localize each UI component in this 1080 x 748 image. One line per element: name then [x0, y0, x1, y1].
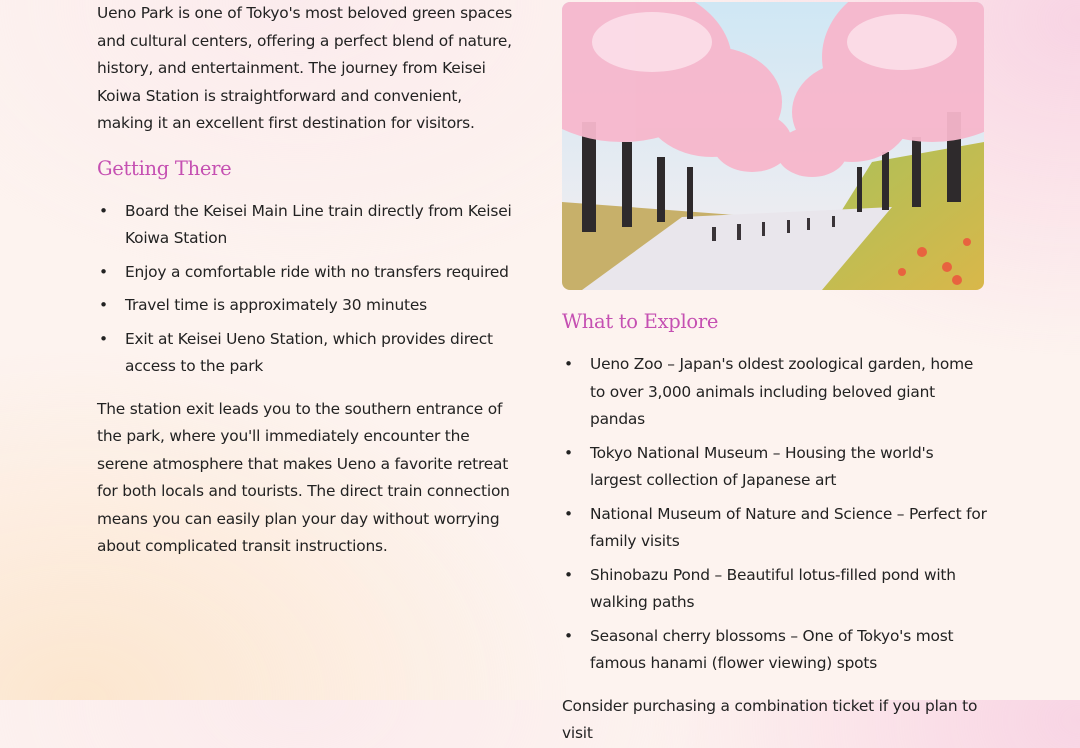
list-item: • Shinobazu Pond – Beautiful lotus-filled pond with walking paths: [562, 562, 987, 617]
left-column: [97, 0, 522, 561]
list-item: • Seasonal cherry blossoms – One of Tokyo's most famous hanami (flower viewing) spots: [562, 623, 987, 678]
closing-paragraph: Consider purchasing a combination ticket if you plan to visit: [562, 696, 978, 742]
cherry-blossom-path-photo: [562, 2, 984, 290]
what-to-explore-heading: What to Explore: [562, 310, 719, 333]
explore-list: [562, 351, 987, 678]
intro-paragraph: Ueno Park is one of Tokyo's most beloved green spaces and cultural centers, offering a perfect blend of nature, history, and entertainment. The journey from Keisei Koiwa Station is straightforward and convenient, making it an excellent first destination for visitors.: [97, 4, 513, 132]
list-item: • Board the Keisei Main Line train directly from Keisei Koiwa Station: [97, 198, 522, 253]
getting-there-list: [97, 198, 522, 381]
getting-there-heading: Getting There: [97, 156, 232, 180]
list-item: • Travel time is approximately 30 minutes: [97, 292, 522, 320]
list-item: • Exit at Keisei Ueno Station, which provides direct access to the park: [97, 326, 522, 381]
list-item: • Ueno Zoo – Japan's oldest zoological garden, home to over 3,000 animals including beloved giant pandas: [562, 351, 987, 434]
closing-paragraph: The station exit leads you to the southern entrance of the park, where you'll immediately encounter the serene atmosphere that makes Ueno a favorite retreat for both locals and tourists. The direct train connection means you can easily plan your day without worrying about complicated transit instructions.: [97, 399, 510, 555]
list-item: • Enjoy a comfortable ride with no transfers required: [97, 259, 522, 287]
right-column: [562, 0, 987, 748]
list-item: • Tokyo National Museum – Housing the world's largest collection of Japanese art: [562, 440, 987, 495]
list-item: • National Museum of Nature and Science – Perfect for family visits: [562, 501, 987, 556]
